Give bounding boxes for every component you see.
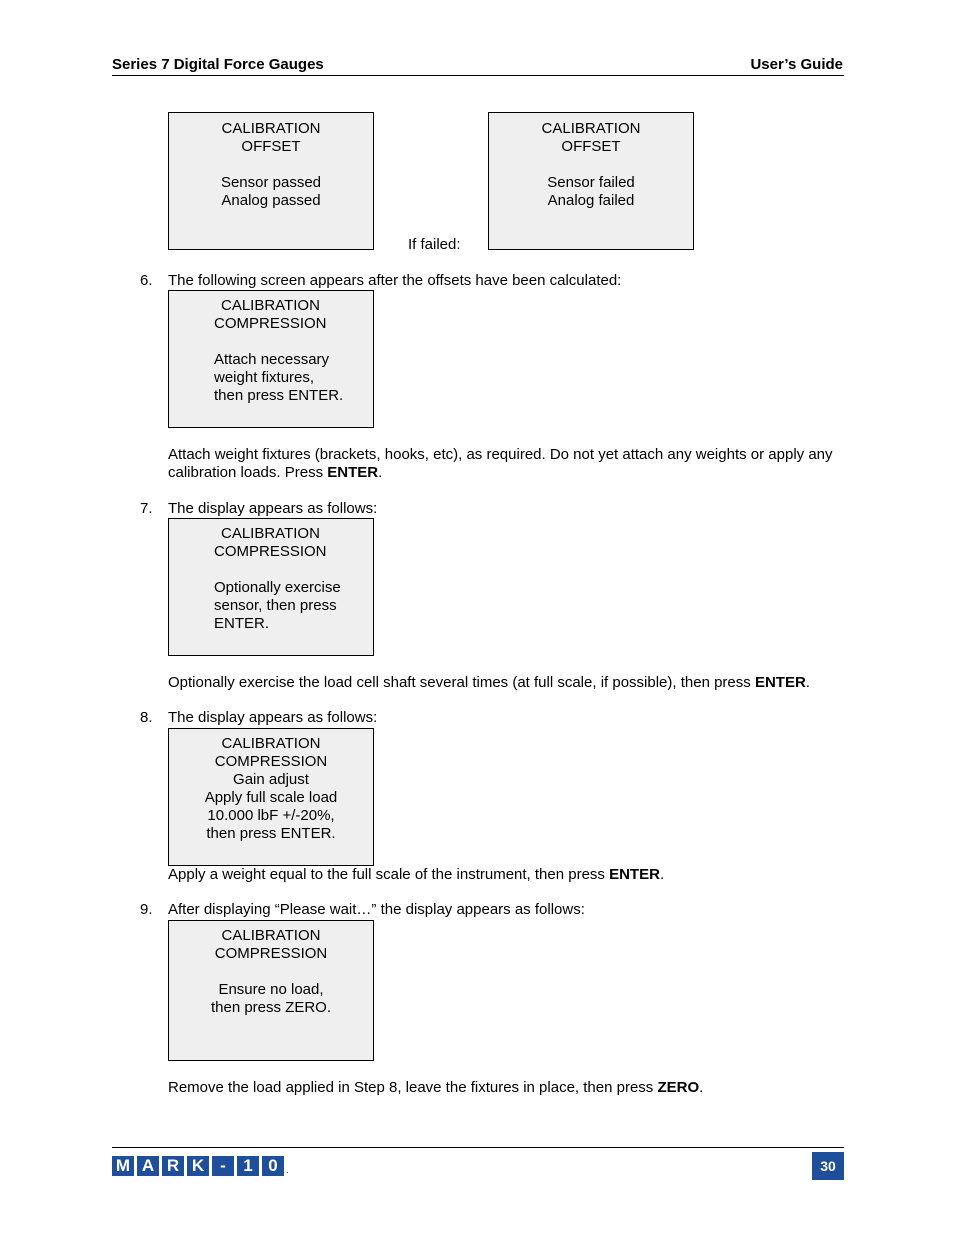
para-text: Apply a weight equal to the full scale of the instrument, then press	[168, 866, 610, 883]
para-text: Optionally exercise the load cell shaft several times (at full scale, if possible), then press	[168, 674, 755, 691]
screen-line: CALIBRATION	[221, 927, 321, 944]
para-text: .	[378, 464, 383, 481]
screen-line: Sensor failed	[547, 174, 635, 191]
para-bold-key: ENTER	[609, 866, 660, 883]
logo-letter: 1	[237, 1156, 259, 1176]
screen-line: Gain adjust	[233, 771, 309, 788]
screen-line: COMPRESSION	[214, 315, 327, 332]
logo-letter: M	[112, 1156, 134, 1176]
screen-line: weight fixtures,	[214, 369, 315, 386]
screen-line: Attach necessary	[214, 351, 330, 368]
screen-line: then press ENTER.	[214, 387, 344, 404]
paragraph-step9	[168, 1079, 844, 1097]
screen-line: sensor, then press	[214, 597, 337, 614]
page-number: 30	[812, 1152, 844, 1180]
step-number: 8.	[140, 709, 153, 726]
step-text: The display appears as follows:	[168, 500, 378, 517]
screen-offset-failed	[488, 112, 694, 250]
header-title: Series 7 Digital Force Gauges	[112, 56, 324, 73]
screen-offset-passed	[168, 112, 374, 250]
if-failed-label: If failed:	[408, 236, 461, 253]
screen-line	[169, 561, 373, 579]
footer-rule	[112, 1147, 844, 1148]
screen-line: 10.000 lbF +/-20%,	[207, 807, 335, 824]
screen-step7	[168, 518, 374, 656]
logo-letter: A	[137, 1156, 159, 1176]
screen-line	[489, 156, 693, 174]
para-text: .	[659, 866, 665, 883]
screen-line: Sensor passed	[220, 174, 322, 191]
paragraph-step7	[168, 674, 844, 692]
para-bold-key: ZERO	[657, 1079, 700, 1096]
screen-line: Apply full scale load	[204, 789, 338, 806]
para-text: Remove the load applied in Step 8, leave the fixtures in place, then press	[168, 1079, 658, 1096]
screen-line: CALIBRATION	[221, 297, 320, 314]
screen-step6	[168, 290, 374, 428]
step-number: 7.	[140, 500, 153, 517]
screen-line: CALIBRATION	[541, 120, 641, 137]
paragraph-step6	[168, 446, 844, 482]
screen-line: then press ZERO.	[210, 999, 332, 1016]
mark-10-logo	[112, 1156, 289, 1176]
screen-line	[169, 333, 373, 351]
step-number: 6.	[140, 272, 153, 289]
paragraph-step8	[168, 866, 844, 884]
logo-letter: -	[212, 1156, 234, 1176]
para-text: .	[699, 1079, 704, 1096]
para-bold-key: ENTER	[754, 674, 806, 691]
step-text: The display appears as follows:	[168, 709, 378, 726]
screen-line: ENTER.	[214, 615, 270, 632]
screen-line: COMPRESSION	[214, 753, 328, 770]
screen-line: Optionally exercise	[214, 579, 341, 596]
logo-letter: 0	[262, 1156, 284, 1176]
para-bold-key: ENTER	[327, 464, 379, 481]
header-guide-label: User’s Guide	[750, 56, 843, 73]
screen-line	[169, 156, 373, 174]
screen-line: Ensure no load,	[218, 981, 324, 998]
step-text: After displaying “Please wait…” the display appears as follows:	[168, 901, 585, 918]
screen-line: CALIBRATION	[221, 735, 321, 752]
screen-line	[169, 963, 373, 981]
para-text: Attach weight fixtures (brackets, hooks, etc), as required. Do not yet attach any weights or apply any calibration loads. Press	[168, 446, 833, 481]
screen-line: COMPRESSION	[214, 543, 327, 560]
logo-letter: R	[162, 1156, 184, 1176]
screen-step8	[168, 728, 374, 866]
screen-line: CALIBRATION	[221, 525, 320, 542]
screen-line: Analog failed	[547, 192, 635, 209]
header-rule	[112, 75, 844, 76]
screen-step9	[168, 920, 374, 1061]
screen-line: OFFSET	[561, 138, 621, 155]
step-text: The following screen appears after the offsets have been calculated:	[168, 272, 622, 289]
screen-line: CALIBRATION	[221, 120, 321, 137]
logo-letter: K	[187, 1156, 209, 1176]
para-text: .	[805, 674, 810, 691]
step-number: 9.	[140, 901, 153, 918]
screen-line: Analog passed	[221, 192, 321, 209]
logo-dot: .	[286, 1165, 289, 1176]
screen-line: COMPRESSION	[214, 945, 328, 962]
screen-line: OFFSET	[241, 138, 301, 155]
screen-line: then press ENTER.	[206, 825, 336, 842]
